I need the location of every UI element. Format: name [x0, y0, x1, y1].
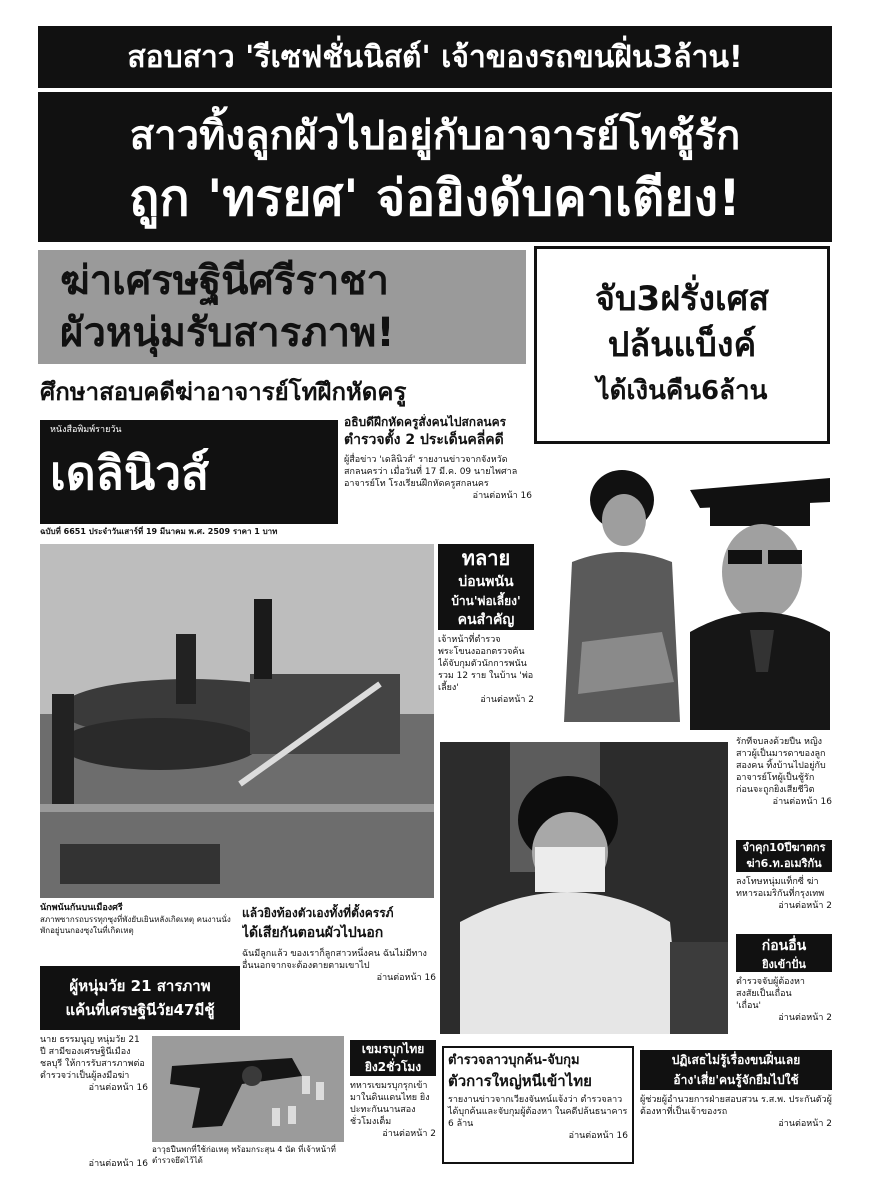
graduate-portrait-photo	[690, 472, 830, 730]
gray-headline-panel	[38, 250, 526, 364]
gun-image	[152, 1036, 344, 1142]
raid-line4: คนสำคัญ	[438, 610, 534, 630]
pregnant-story	[242, 904, 436, 1032]
raid-body: เจ้าหน้าที่ตำรวจพระโขนงออกตรวจค้นได้จับกุมตัวนักการพนันรวม 12 ราย ในบ้าน 'พ่อเลี้ยง'	[438, 635, 534, 693]
us-soldier-continue: อ่านต่อหน้า 2	[778, 901, 832, 911]
main-headline	[38, 92, 832, 242]
truck-wreck-photo	[40, 544, 434, 898]
heir-continue: อ่านต่อหน้า 16	[88, 1083, 148, 1093]
heir-story	[40, 1034, 148, 1166]
index-box	[736, 934, 832, 1034]
woman-covering-face-image	[440, 742, 728, 1034]
raid-line3: บ้าน'พ่อเลี้ยง'	[438, 592, 534, 610]
headline-line2: ถูก 'ทรยศ' จ่อยิงดับคาเตียง!	[129, 169, 741, 227]
index-item-1: สงสัยเป็นเถื่อน	[736, 989, 792, 999]
cambodia-body: ทหารเขมรบุกรุกเข้ามาในดินแดนไทย ยิงปะทะกันนานสองชั่วโมงเต็ม	[350, 1081, 430, 1127]
wreck-caption-body: สภาพซากรถบรรทุกซุงที่พังยับเยินหลังเกิดเหตุ คนงานนั่งพักอยู่บนกองซุงในที่เกิดเหตุ	[40, 915, 231, 935]
lao-body: รายงานข่าวจากเวียงจันทน์แจ้งว่า ตำรวจลาวได้บุกค้นและจับกุมผู้ต้องหา ในคดีปล้นธนาคาร 6 ล้าน	[448, 1095, 628, 1129]
opium-denial-title1: ปฏิเสธไม่รู้เรื่องขนฝิ่นเลย	[640, 1050, 832, 1070]
cambodia-story	[350, 1040, 436, 1168]
masthead-issue: ฉบับที่ 6651 ประจำวันเสาร์ที่ 19 มีนาคม พ.ศ. 2509 ราคา 1 บาท	[40, 527, 278, 536]
cambodia-title2: ยิง2ชั่วโมง	[350, 1058, 436, 1076]
us-soldier-body: ลงโทษหนุ่มแท็กซี่ ฆ่าทหารอเมริกันที่กรุงเทพ	[736, 877, 825, 899]
raid-tag: ทลาย	[438, 544, 534, 572]
us-soldier-title2: ฆ่า6.ท.อเมริกัน	[736, 856, 832, 872]
index-continue: อ่านต่อหน้า 2	[778, 1013, 832, 1023]
sub-headline-text: ศึกษาสอบคดีฆ่าอาจารย์โทฝึกหัดครู	[40, 378, 407, 406]
pregnant-title1: แล้วยิงท้องตัวเองทั้งที่ตั้งครรภ์	[242, 906, 394, 920]
heir-title2: แค้นที่เศรษฐินีวัย47มีชู้	[65, 1001, 215, 1019]
story-teacher-body: ผู้สื่อข่าว 'เดลินิวส์' รายงานข่าวจากจังหวัดสกลนครว่า เมื่อวันที่ 17 มี.ค. 09 นายไพศาล อาจารย์โท โรงเรียนฝึกหัดครูสกลนคร	[344, 455, 518, 489]
raid-line2: บ่อนพนัน	[438, 572, 534, 592]
opium-denial-continue: อ่านต่อหน้า 2	[778, 1119, 832, 1129]
masthead	[40, 420, 338, 524]
sub-headline	[40, 372, 530, 412]
story-teacher-title1: อธิบดีฝึกหัดครูสั่งคนไปสกลนคร	[344, 415, 507, 429]
pregnant-title2: ได้เสียกันตอนผัวไปนอก	[242, 925, 384, 941]
opium-denial-story	[640, 1050, 832, 1166]
top-banner-text: สอบสาว 'รีเซฟชั่นนิสต์' เจ้าของรถขนฝิ่น3ล้าน!	[127, 39, 743, 75]
gun-caption	[152, 1144, 344, 1170]
masthead-tag: หนังสือพิมพ์รายวัน	[50, 425, 122, 435]
index-title2: ยิงเข้าปั่น	[736, 958, 832, 972]
wreck-caption-title: นักพนันกันบนเมืองศรี	[40, 903, 123, 913]
gun-continue: อ่านต่อหน้า 16	[88, 1159, 148, 1169]
opium-denial-body: ผู้ช่วยผู้อำนวยการฝ่ายสอบสวน ร.ส.พ. ประกันตัวผู้ต้องหาที่เป็นเจ้าของรถ	[640, 1095, 832, 1117]
us-soldier-story	[736, 840, 832, 930]
heir-title1: ผู้หนุ่มวัย 21 สารภาพ	[69, 977, 211, 995]
us-soldier-title1: จำคุก10ปีฆาตกร	[736, 840, 832, 856]
truck-wreck-image	[40, 544, 434, 898]
story-teacher	[344, 414, 532, 542]
french-robbery-line3: ได้เงินคืน6ล้าน	[596, 376, 768, 406]
heir-body: นาย ธรรมนูญ หนุ่มวัย 21 ปี สามีของเศรษฐินีเมืองชลบุรี ให้การรับสารภาพต่อตำรวจว่าเป็นผู้ลงมือฆ่า	[40, 1035, 145, 1081]
french-robbery-line1: จับ3ฝรั่งเศส	[595, 279, 769, 319]
love-caption	[736, 736, 832, 836]
french-robbery-line2: ปล้นแบ็งค์	[607, 325, 757, 365]
index-item-0: ตำรวจจับผู้ต้องหา	[736, 977, 805, 987]
french-robbery-box	[534, 246, 830, 444]
gray-headline-line2: ผัวหนุ่มรับสารภาพ!	[60, 310, 395, 356]
gray-headline-line1: ฆ่าเศรษฐินีศรีราชา	[60, 258, 389, 304]
woman-portrait-image	[542, 462, 686, 730]
lao-title1: ตำรวจลาวบุกค้น-จับกุม	[448, 1053, 580, 1068]
opium-denial-title2: อ้าง'เสี่ย'คนรู้จักยืมไปใช้	[640, 1070, 832, 1090]
cambodia-title1: เขมรบุกไทย	[350, 1040, 436, 1058]
raid-story	[438, 544, 534, 740]
top-banner	[38, 26, 832, 88]
gun-photo	[152, 1036, 344, 1142]
gun-caption-text: อาวุธปืนพกที่ใช้ก่อเหตุ พร้อมกระสุน 4 นัด ที่เจ้าหน้าที่ตำรวจยึดไว้ได้	[152, 1145, 336, 1165]
woman-covering-face-photo	[440, 742, 728, 1034]
index-item-2: 'เถื่อน'	[736, 1001, 762, 1011]
woman-portrait-photo	[542, 462, 686, 730]
graduate-portrait-image	[690, 472, 830, 730]
masthead-name: เดลินิวส์	[50, 446, 210, 500]
cambodia-continue: อ่านต่อหน้า 2	[382, 1129, 436, 1139]
wreck-caption	[40, 902, 236, 964]
love-caption-continue: อ่านต่อหน้า 16	[772, 797, 832, 807]
pregnant-body: ฉันมีลูกแล้ว ของเราก็ลูกสาวหนึ่งคน ฉันไม่มีทางอื่นนอกจากจะต้องตายตามเขาไป	[242, 949, 427, 971]
pregnant-continue: อ่านต่อหน้า 16	[376, 973, 436, 983]
lao-continue: อ่านต่อหน้า 16	[568, 1131, 628, 1141]
love-caption-body: รักที่จบลงด้วยปืน หญิงสาวผู้เป็นมารดาของลูกสองคน ทิ้งบ้านไปอยู่กับอาจารย์โทผู้เป็นชู้รัก ก่อนจะถูกยิงเสียชีวิต	[736, 737, 826, 795]
story-teacher-continue: อ่านต่อหน้า 16	[472, 491, 532, 501]
headline-line1: สาวทิ้งลูกผัวไปอยู่กับอาจารย์โทชู้รัก	[129, 113, 741, 159]
raid-continue: อ่านต่อหน้า 2	[480, 695, 534, 705]
index-title1: ก่อนอื่น	[736, 934, 832, 958]
lao-police-story	[442, 1046, 634, 1164]
heir-headline	[40, 966, 240, 1030]
story-teacher-title2: ตำรวจตั้ง 2 ประเด็นคลี่คดี	[344, 432, 504, 448]
lao-title2: ตัวการใหญ่หนีเข้าไทย	[448, 1072, 592, 1090]
